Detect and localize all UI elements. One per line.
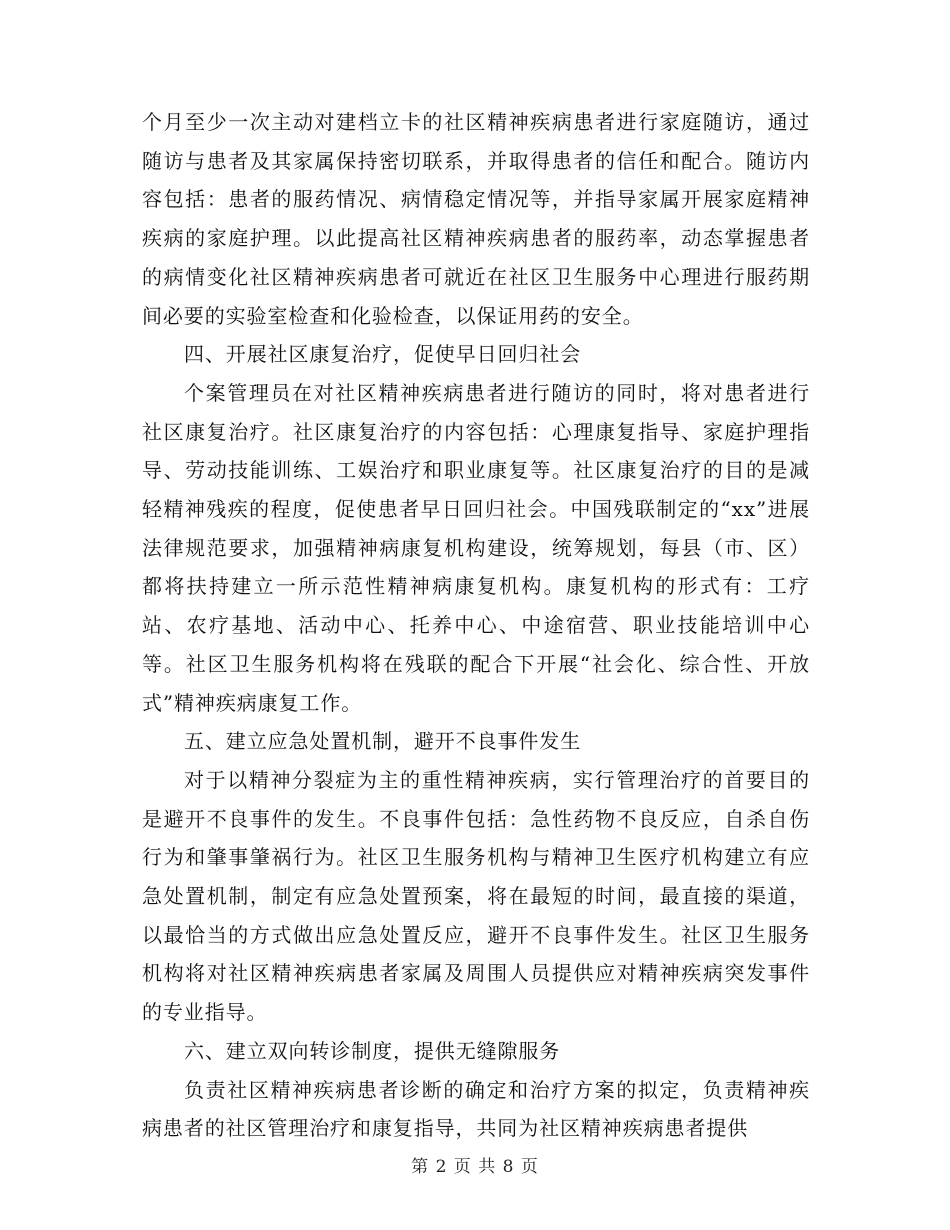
- section-heading-5: 五、建立应急处置机制，避开不良事件发生: [184, 729, 582, 754]
- paragraph-emergency: 对于以精神分裂症为主的重性精神疾病，实行管理治疗的首要目的是避开不良事件的发生。不良事件包括：急性药物不良反应，自杀自伤行为和肇事肇祸行为。社区卫生服务机构与精神卫生医疗机构建立有应急处置机制，制定有应急处置预案，将在最短的时间，最直接的渠道，以最恰当的方式做出应急处置反应，避开不良事件发生。社区卫生服务机构将对社区精神疾病患者家属及周围人员提供应对精神疾病突发事件的专业指导。: [142, 767, 810, 1025]
- section-heading-6: 六、建立双向转诊制度，提供无缝隙服务: [184, 1038, 561, 1063]
- paragraph-rehabilitation: 个案管理员在对社区精神疾病患者进行随访的同时，将对患者进行社区康复治疗。社区康复治疗的内容包括：心理康复指导、家庭护理指导、劳动技能训练、工娱治疗和职业康复等。社区康复治疗的目的是减轻精神残疾的程度，促使患者早日回归社会。中国残联制定的“xx”进展法律规范要求，加强精神病康复机构建设，统筹规划，每县（市、区）都将扶持建立一所示范性精神病康复机构。康复机构的形式有：工疗站、农疗基地、活动中心、托养中心、中途宿营、职业技能培训中心等。社区卫生服务机构将在残联的配合下开展“社会化、综合性、开放式”精神疾病康复工作。: [142, 380, 810, 715]
- paragraph-referral: 负责社区精神疾病患者诊断的确定和治疗方案的拟定，负责精神疾病患者的社区管理治疗和康复指导，共同为社区精神疾病患者提供: [142, 1077, 810, 1141]
- section-heading-4: 四、开展社区康复治疗，促使早日回归社会: [184, 342, 582, 367]
- paragraph-followup-continued: 个月至少一次主动对建档立卡的社区精神疾病患者进行家庭随访，通过随访与患者及其家属保持密切联系，并取得患者的信任和配合。随访内容包括：患者的服药情况、病情稳定情况等，并指导家属开展家庭精神疾病的家庭护理。以此提高社区精神疾病患者的服药率，动态掌握患者的病情变化社区精神疾病患者可就近在社区卫生服务中心理进行服药期间必要的实验室检查和化验检查，以保证用药的安全。: [142, 110, 810, 328]
- page-number-footer: 第 2 页 共 8 页: [411, 1157, 539, 1177]
- document-body: [142, 103, 810, 1148]
